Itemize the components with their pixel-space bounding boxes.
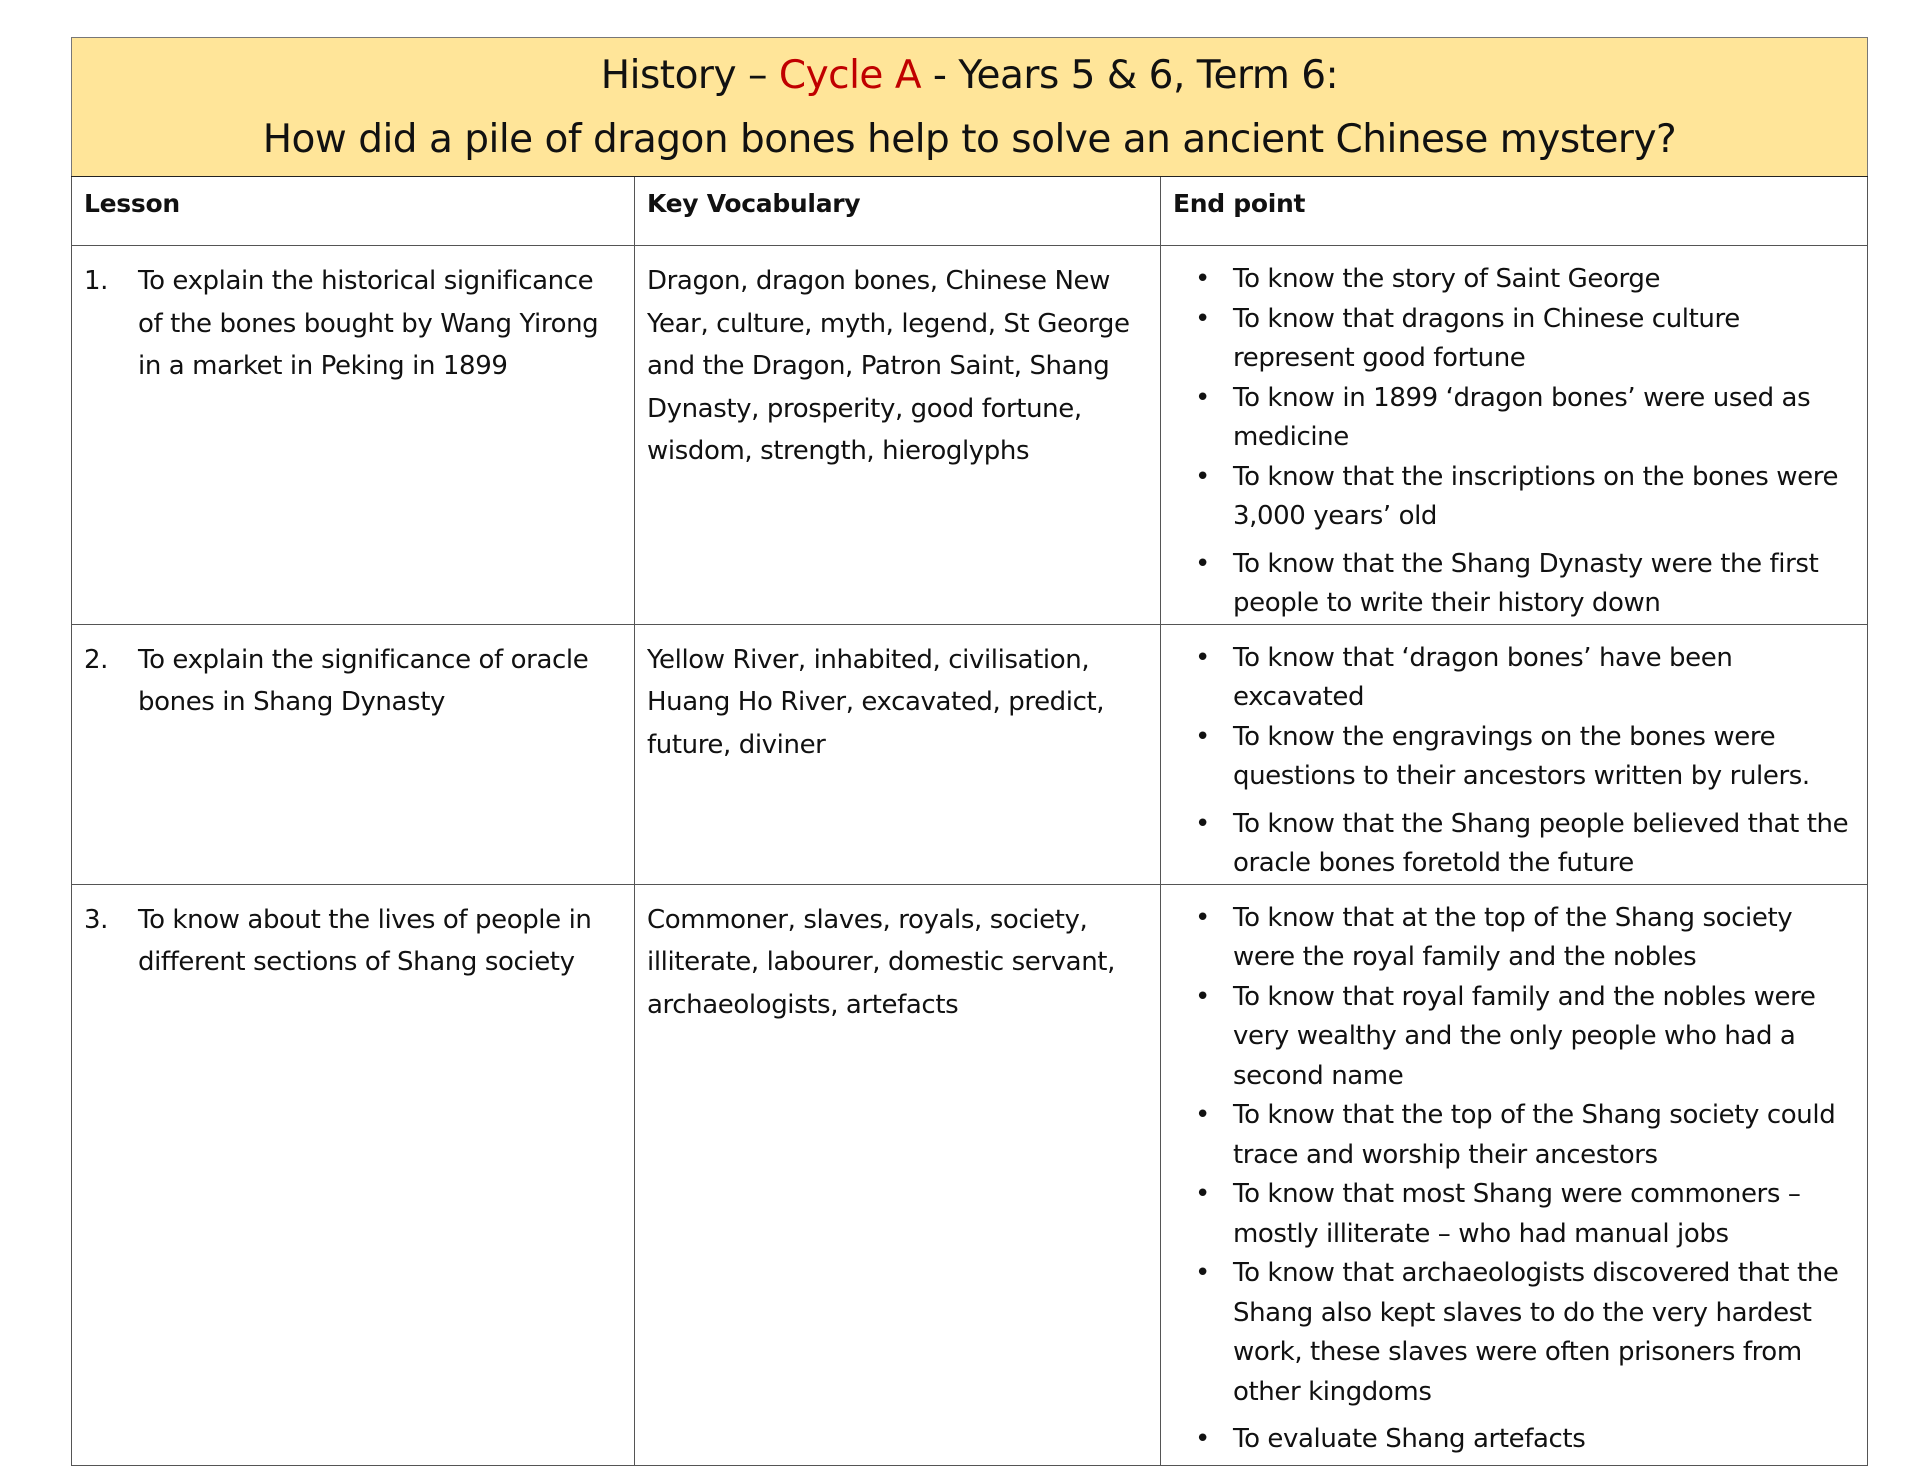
end-point-item: • To know that most Shang were commoners – mostly illiterate – who had manual jobs [1173,1175,1861,1254]
bullet-icon: • [1195,264,1210,294]
lesson-number: 3. [84,904,109,935]
end-point-cell [1161,246,1868,625]
bullet-icon: • [1195,548,1210,579]
lesson-objective: To know about the lives of people in different sections of Shang society [138,904,592,977]
column-header-lesson: Lesson [72,177,635,246]
end-point-item: • To know that royal family and the nobles were very wealthy and the only people who had a second name [1173,978,1861,1097]
end-point-item: • To know the story of Saint George [1173,260,1861,300]
lesson-cell [72,624,635,884]
lesson-cell [72,884,635,1465]
end-point-item: • To know that ‘dragon bones’ have been excavated [1173,639,1861,718]
end-point-item: • To know that the Shang people believed that the oracle bones foretold the future [1173,805,1861,884]
end-point-cell [1161,884,1868,1465]
end-point-list [1173,639,1861,884]
bullet-icon: • [1195,721,1210,752]
end-point-list [1173,260,1861,624]
lesson-cell [72,246,635,625]
bullet-icon: • [1195,902,1210,933]
table-row [72,884,1868,1465]
end-point-item: • To know that archaeologists discovered that the Shang also kept slaves to do the very hardest work, these slaves were often prisoners from other kingdoms [1173,1254,1861,1412]
title-row [72,38,1868,177]
column-header-key-vocabulary: Key Vocabulary [635,177,1161,246]
bullet-icon: • [1195,382,1210,413]
vocabulary-cell: Yellow River, inhabited, civilisation, Huang Ho River, excavated, predict, future, diviner [635,624,1161,884]
bullet-icon: • [1195,303,1210,334]
end-point-item: • To know in 1899 ‘dragon bones’ were used as medicine [1173,379,1861,458]
lesson-objective: To explain the historical significance of the bones bought by Wang Yirong in a market in Peking in 1899 [138,266,599,381]
bullet-icon: • [1195,1424,1210,1454]
bullet-icon: • [1195,1179,1210,1209]
vocabulary-cell: Dragon, dragon bones, Chinese New Year, culture, myth, legend, St George and the Dragon, Patron Saint, Shang Dynasty, prosperity, good fortune, wisdom, strength, hieroglyphs [635,246,1161,625]
lesson-number: 2. [84,644,109,675]
page-subtitle: How did a pile of dragon bones help to solve an ancient Chinese mystery? [262,117,1677,162]
header-row [72,177,1868,246]
curriculum-table [71,37,1868,1466]
lesson-objective: To explain the significance of oracle bones in Shang Dynasty [138,644,589,717]
title-years-term: - Years 5 & 6, Term 6: [921,53,1339,98]
end-point-item: • To know that the inscriptions on the bones were 3,000 years’ old [1173,458,1861,537]
bullet-icon: • [1195,1258,1210,1288]
end-point-item: • To know the engravings on the bones were questions to their ancestors written by rulers. [1173,718,1861,797]
page-title [72,38,1867,98]
column-header-end-point: End point [1161,177,1868,246]
end-point-list [1173,899,1861,1460]
bullet-icon: • [1195,808,1210,839]
end-point-cell [1161,624,1868,884]
bullet-icon: • [1195,461,1210,492]
end-point-item: • To know that at the top of the Shang society were the royal family and the nobles [1173,899,1861,978]
end-point-item: • To know that the Shang Dynasty were the first people to write their history down [1173,545,1861,624]
title-subject: History – [600,53,779,98]
end-point-item: • To know that the top of the Shang society could trace and worship their ancestors [1173,1096,1861,1175]
table-row [72,624,1868,884]
title-cycle: Cycle A [778,53,922,98]
table-row [72,246,1868,625]
vocabulary-cell: Commoner, slaves, royals, society, illiterate, labourer, domestic servant, archaeologists, artefacts [635,884,1161,1465]
end-point-item: • To know that dragons in Chinese culture represent good fortune [1173,300,1861,379]
bullet-icon: • [1195,1100,1210,1130]
title-band [72,38,1868,177]
end-point-item: • To evaluate Shang artefacts [1173,1420,1861,1460]
bullet-icon: • [1195,642,1210,673]
lesson-number: 1. [84,266,109,296]
bullet-icon: • [1195,981,1210,1012]
